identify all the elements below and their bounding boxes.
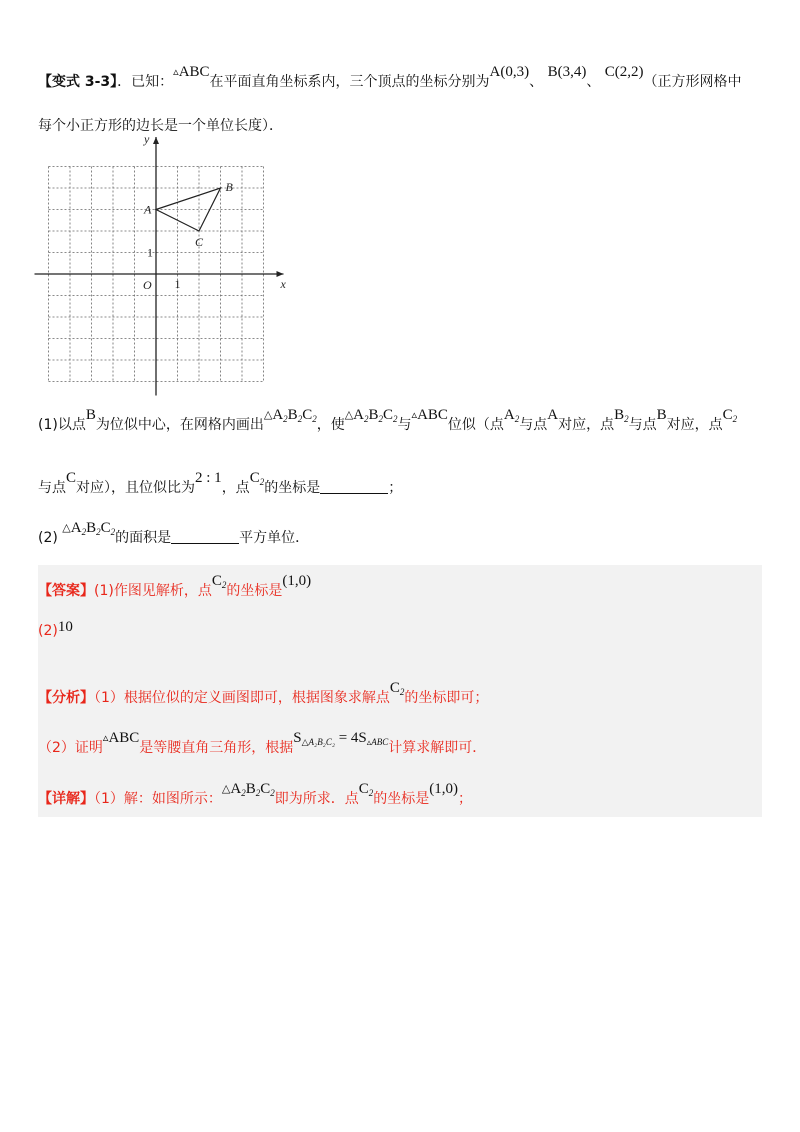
intro-pre: ．已知： bbox=[117, 74, 174, 90]
center-b: B bbox=[85, 407, 96, 423]
triangle-symbol-icon: △ bbox=[263, 409, 273, 421]
vertex-label-a: A bbox=[144, 202, 152, 217]
vertex-label-c: C bbox=[195, 235, 204, 249]
vertex-label-b: B bbox=[225, 180, 233, 194]
y-tick-label: 1 bbox=[147, 245, 153, 260]
answer-blank-1[interactable] bbox=[320, 479, 388, 494]
tri-abc-ref: ▵ABC bbox=[411, 407, 448, 423]
detail-coord: (1,0) bbox=[429, 781, 459, 797]
ratio: 2 : 1 bbox=[195, 470, 222, 486]
x-tick-label: 1 bbox=[174, 277, 181, 291]
coordinate-grid-figure bbox=[36, 132, 296, 399]
triangle-symbol-icon: △ bbox=[344, 409, 354, 421]
detail-c2: $C_2$ bbox=[358, 781, 374, 798]
part1-line-2: 与点C对应），且位似比为2 : 1，点$C_2$的坐标是 ； bbox=[38, 470, 403, 496]
answer-area: 10 bbox=[57, 619, 73, 635]
area-formula: $S_{\triangle A_2B_2C_2} = 4S_{▵ABC}$ bbox=[293, 730, 389, 747]
point-c-coord: C(2,2) bbox=[604, 64, 644, 80]
tri-a2b2c2-ref: $\triangle A_2B_2C_2$ bbox=[263, 407, 317, 424]
point-b: B bbox=[656, 407, 667, 423]
detail-line: 【详解】（1）解：如图所示：$\triangle A_2B_2C_2$即为所求．点$C_2$的坐标是(1,0)； bbox=[38, 781, 473, 807]
point-c: C bbox=[66, 470, 77, 486]
part2-line: (2) $\triangle A_2B_2C_2$的面积是 平方单位． bbox=[38, 520, 310, 546]
intro-mid: 在平面直角坐标系内，三个顶点的坐标分别为 bbox=[209, 74, 490, 90]
analysis-line-2: （2）证明▵ABC是等腰直角三角形，根据$S_{\triangle A_2B_2C_2} = 4S_{▵ABC}$计算求解即可． bbox=[38, 730, 487, 756]
intro-tail: （正方形网格中 bbox=[643, 74, 742, 90]
point-c2-b: $C_2$ bbox=[249, 470, 265, 487]
analysis-tri-abc: ▵ABC bbox=[102, 730, 140, 746]
triangle-symbol-icon: △ bbox=[62, 522, 71, 534]
y-axis-label: y bbox=[144, 132, 150, 146]
point-b2: $B_2$ bbox=[614, 407, 629, 424]
point-a-coord: A(0,3) bbox=[489, 64, 530, 80]
origin-label: O bbox=[143, 278, 152, 292]
answer-line-2: (2)10 bbox=[38, 619, 73, 639]
question-tag: 【变式 3-3】 bbox=[38, 74, 118, 90]
tri-a2b2c2-ref-2: $\triangle A_2B_2C_2$ bbox=[344, 407, 398, 424]
triangle-symbol-icon: ▵ bbox=[411, 409, 418, 421]
y-axis-arrow-icon bbox=[153, 137, 159, 144]
x-axis-label: x bbox=[280, 277, 286, 291]
detail-tri: $\triangle A_2B_2C_2$ bbox=[221, 781, 275, 798]
answer-coord: (1,0) bbox=[282, 573, 312, 589]
point-a: A bbox=[547, 407, 559, 423]
point-b-coord: B(3,4) bbox=[547, 64, 587, 80]
triangle-symbol-icon: ▵ bbox=[173, 66, 179, 78]
question-line-1: 【变式 3-3】．已知：▵ABC在平面直角坐标系内，三个顶点的坐标分别为A(0,3)、 B(3,4)、 C(2,2)（正方形网格中 bbox=[38, 64, 742, 90]
answer-line-1: 【答案】(1)作图见解析，点$C_2$的坐标是(1,0) bbox=[38, 573, 312, 599]
coordinate-grid bbox=[36, 132, 296, 395]
question-line-2: 每个小正方形的边长是一个单位长度）． bbox=[38, 118, 283, 134]
tri-a2b2c2-ref-3: $\triangle A_2B_2C_2$ bbox=[62, 520, 116, 537]
part1-line-1: (1)以点B为位似中心，在网格内画出$\triangle A_2B_2C_2$，使$\triangle A_2B_2C_2$与▵ABC位似（点$A_2$与点A对应，点$B_2$与点B对应，点$C_2$ bbox=[38, 407, 738, 433]
answer-c2: $C_2$ bbox=[211, 573, 227, 590]
analysis-c2: $C_2$ bbox=[389, 680, 405, 697]
point-a2: $A_2$ bbox=[503, 407, 520, 424]
triangle-abc-ref: ▵ABC bbox=[173, 64, 210, 80]
answer-blank-2[interactable] bbox=[171, 529, 239, 544]
point-c2: $C_2$ bbox=[722, 407, 738, 424]
analysis-line-1: 【分析】（1）根据位似的定义画图即可，根据图象求解点$C_2$的坐标即可； bbox=[38, 680, 489, 706]
